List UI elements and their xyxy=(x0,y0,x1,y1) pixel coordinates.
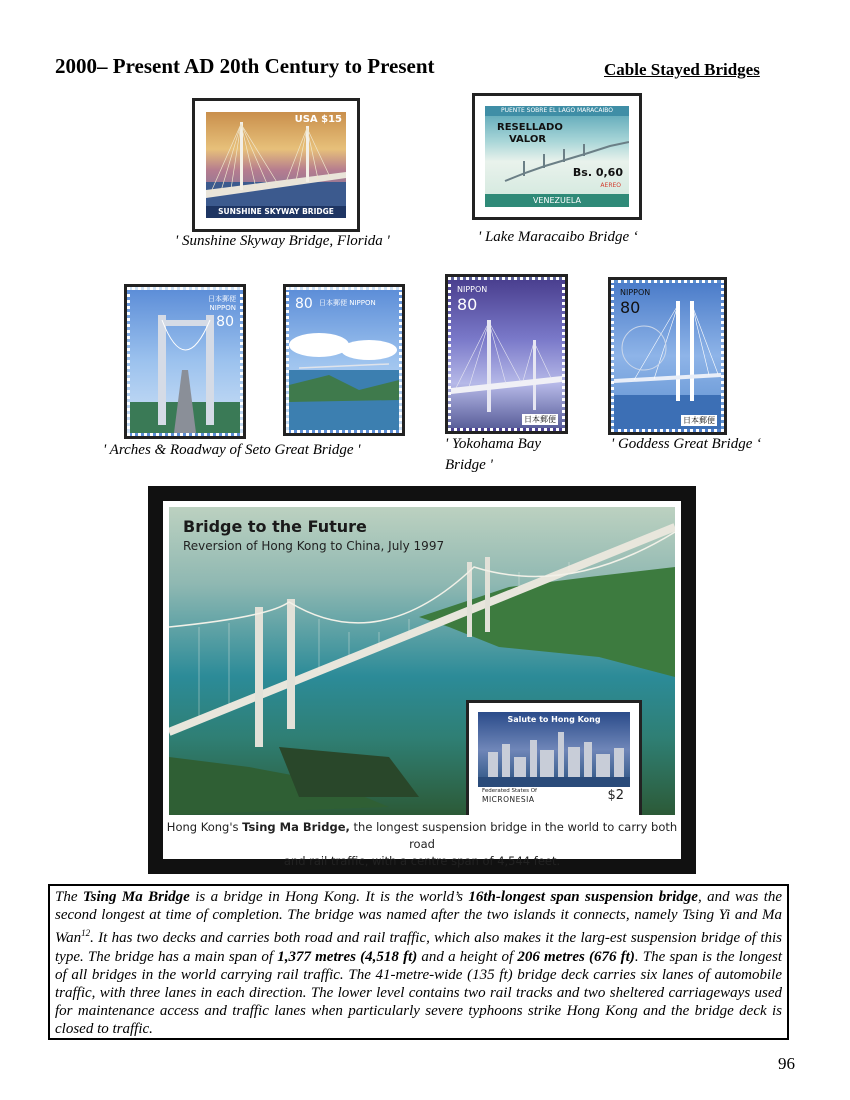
stamp-country: 日本郵便 NIPPON xyxy=(208,295,236,312)
stamp-country: NIPPON xyxy=(620,288,651,297)
stamp-lake-maracaibo xyxy=(475,96,639,217)
sheet-caption xyxy=(163,819,681,870)
desc-text: and a height of xyxy=(417,948,518,965)
sheet-artwork xyxy=(169,507,675,815)
overprint-resellado: RESELLADO xyxy=(497,122,563,133)
stamp-value: 80 xyxy=(295,296,313,312)
caption-maracaibo: ' Lake Maracaibo Bridge ‘ xyxy=(478,229,638,245)
stamp-bottom-text: 日本郵便 xyxy=(683,416,715,425)
desc-text: . The span is the longest of all bridges in the world carrying rail traffic. The 41-metre-wide (135 ft) bridge deck carries six lanes of automobile traffic, with three lanes in each direction. The lower level contains two rail tracks and two sheltered carriageways used for maintenance access and traffic lanes when particularly severe typhoons strike Hong Kong and the bridge deck is closed to traffic. xyxy=(55,948,782,1038)
stamp-value: USA $15 xyxy=(294,114,342,125)
footnote-ref: 12 xyxy=(81,928,91,939)
desc-bold: 1,377 metres (4,518 ft) xyxy=(277,948,418,965)
stamp-value: Bs. 0,60 xyxy=(572,166,623,179)
sheet-subtitle: Reversion of Hong Kong to China, July 1997 xyxy=(183,539,445,553)
stamp-micronesia xyxy=(469,703,639,815)
stamp-country: VENEZUELA xyxy=(485,194,629,207)
stamp-bottom-text: 日本郵便 xyxy=(524,415,556,424)
souvenir-sheet xyxy=(148,486,696,874)
section-heading: Cable Stayed Bridges xyxy=(604,60,760,79)
caption-yokohama-2: Bridge ' xyxy=(445,457,493,473)
desc-bold: Tsing Ma Bridge xyxy=(82,889,190,905)
caption-yokohama-1: ' Yokohama Bay xyxy=(445,436,541,452)
caption-goddess: ' Goddess Great Bridge ‘ xyxy=(611,436,762,452)
sheet-caption-line2: and rail traffic, with a centre span of 4,544 feet. xyxy=(283,854,561,868)
description-box xyxy=(48,884,789,1040)
caption-seto: ' Arches & Roadway of Seto Great Bridge ' xyxy=(103,442,361,458)
stamp-goddess xyxy=(611,280,724,432)
sheet-caption-pre: Hong Kong's xyxy=(166,820,243,834)
sheet-title: Bridge to the Future xyxy=(183,517,367,536)
sheet-caption-bold: Tsing Ma Bridge, xyxy=(242,820,350,834)
caption-sunshine: ' Sunshine Skyway Bridge, Florida ' xyxy=(175,233,390,249)
stamp-value: 80 xyxy=(457,295,478,314)
desc-text: , and was the second longest at time of completion. The bridge was named after the two islands it connects, namely Tsing Yi and Ma Wan xyxy=(55,889,783,947)
stamp-seto-1 xyxy=(127,287,243,436)
stamp-aereo: AEREO xyxy=(600,182,621,189)
stamp-top-text: PUENTE SOBRE EL LAGO MARACAIBO xyxy=(485,106,629,116)
mini-title: Salute to Hong Kong xyxy=(507,715,601,724)
stamp-banner: SUNSHINE SKYWAY BRIDGE xyxy=(206,206,346,218)
stamp-value: 80 xyxy=(620,298,641,317)
bridge-illustration xyxy=(206,112,346,218)
stamp-value: 80 xyxy=(216,314,234,330)
overprint-valor: VALOR xyxy=(509,134,547,145)
stamp-country: 日本郵便 NIPPON xyxy=(319,299,376,307)
sheet-caption-post: the longest suspension bridge in the world to carry both road xyxy=(349,820,678,851)
mini-country: MICRONESIA xyxy=(482,795,535,804)
desc-text: . It has two decks and carries both road and rail traffic, which also makes it the larg-est suspension bridge of this type. The bridge has a main span of xyxy=(55,930,782,965)
stamp-seto-2 xyxy=(286,287,402,433)
desc-bold: 16th-longest span suspension bridge xyxy=(468,889,698,905)
mini-country-small: Federated States Of xyxy=(482,788,537,794)
stamp-country: NIPPON xyxy=(457,285,488,294)
desc-text: The xyxy=(55,889,83,905)
desc-text: is a bridge in Hong Kong. It is the world’s xyxy=(189,889,469,905)
stamp-yokohama xyxy=(448,277,565,431)
stamp-sunshine-skyway xyxy=(195,101,357,229)
page-title: 2000– Present AD 20th Century to Present xyxy=(55,54,435,78)
desc-bold: 206 metres (676 ft) xyxy=(517,948,635,965)
mini-value: $2 xyxy=(607,788,624,803)
page-number: 96 xyxy=(778,1054,795,1073)
